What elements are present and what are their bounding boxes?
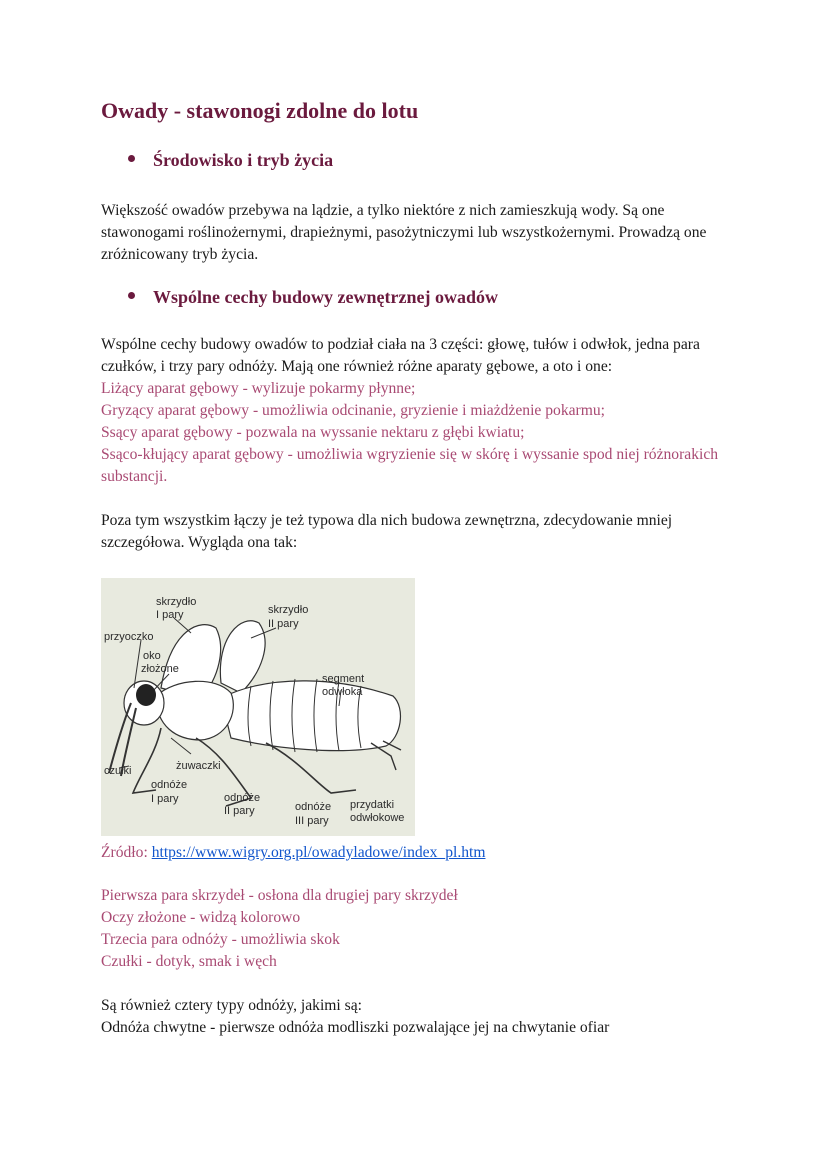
section-heading-environment xyxy=(101,150,333,171)
mouthpart-item: Liżący aparat gębowy - wylizuje pokarmy płynne; xyxy=(101,380,416,397)
label-leg3-a: odnóże xyxy=(295,801,332,813)
compound-eye xyxy=(136,684,156,706)
mouthpart-item: Ssąco-kłujący aparat gębowy - umożliwia wgryzienie się w skórę i wyssanie spod niej różnorakich substancji. xyxy=(101,446,719,485)
label-wing2-a: skrzydło xyxy=(268,604,309,616)
label-mandibles: żuwaczki xyxy=(176,760,221,772)
label-antennae: czułki xyxy=(104,765,132,777)
source-line xyxy=(101,842,741,864)
page-title: Owady - stawonogi zdolne do lotu xyxy=(101,98,419,123)
paragraph-text: Wspólne cechy budowy owadów to podział ciała na 3 części: głowę, tułów i odwłok, jedna para czułków, i trzy pary odnóży. Mają one również różne aparaty gębowe, a oto i one: xyxy=(101,336,700,375)
label-segment-a: segment xyxy=(322,673,365,685)
label-wing2-b: II pary xyxy=(268,618,299,630)
source-link[interactable]: https://www.wigry.org.pl/owadyladowe/index_pl.htm xyxy=(151,844,486,861)
appearance-paragraph xyxy=(101,510,741,554)
thorax xyxy=(156,681,233,740)
feature-item: Pierwsza para skrzydeł - osłona dla drugiej pary skrzydeł xyxy=(101,887,458,904)
section-heading-text: Środowisko i tryb życia xyxy=(153,150,334,170)
legs-item: Odnóża chwytne - pierwsze odnóża modliszki pozwalające jej na chwytanie ofiar xyxy=(101,1019,610,1036)
label-eye-b: złożone xyxy=(141,663,179,675)
section-heading-structure xyxy=(101,287,498,308)
bullet-icon xyxy=(128,292,135,299)
feature-item: Oczy złożone - widzą kolorowo xyxy=(101,909,301,926)
insect-diagram xyxy=(101,578,415,836)
paragraph-text: Większość owadów przebywa na lądzie, a tylko niektóre z nich zamieszkują wody. Są one stawonogami roślinożernymi, drapieżnymi, pasożytniczymi lub wszystkożernymi. Prowadzą one zróżnicowany tryb życia. xyxy=(101,202,707,263)
features-list xyxy=(101,885,741,973)
label-leg1-b: I pary xyxy=(151,793,179,805)
feature-item: Trzecia para odnóży - umożliwia skok xyxy=(101,931,340,948)
bullet-icon xyxy=(128,155,135,162)
label-leg3-b: III pary xyxy=(295,815,329,827)
label-leg2-a: odnóże xyxy=(224,792,261,804)
label-wing1-a: skrzydło xyxy=(156,596,197,608)
label-segment-b: odwłoka xyxy=(322,686,363,698)
wing-second-pair xyxy=(220,621,265,693)
label-wing1-b: I pary xyxy=(156,609,184,621)
label-appendages-a: przydatki xyxy=(350,799,395,811)
legs-intro: Są również cztery typy odnóży, jakimi są: xyxy=(101,997,362,1014)
label-leg2-b: II pary xyxy=(224,805,255,817)
paragraph-text: Poza tym wszystkim łączy je też typowa dla nich budowa zewnętrzna, zdecydowanie mniej szczegółowa. Wygląda ona tak: xyxy=(101,512,673,551)
environment-paragraph xyxy=(101,200,741,266)
source-label: Źródło: xyxy=(101,844,148,861)
insect-illustration xyxy=(101,578,415,836)
label-leg1-a: odnóże xyxy=(151,779,188,791)
structure-paragraph xyxy=(101,334,741,488)
legs-paragraph xyxy=(101,995,741,1039)
feature-item: Czułki - dotyk, smak i węch xyxy=(101,953,277,970)
mouthpart-item: Ssący aparat gębowy - pozwala na wyssanie nektaru z głębi kwiatu; xyxy=(101,424,525,441)
label-eye-a: oko xyxy=(143,650,161,662)
mouthpart-item: Gryzący aparat gębowy - umożliwia odcinanie, gryzienie i miażdżenie pokarmu; xyxy=(101,402,605,419)
section-heading-text: Wspólne cechy budowy zewnętrznej owadów xyxy=(153,287,498,307)
label-appendages-b: odwłokowe xyxy=(350,812,405,824)
label-ocellus: przyoczko xyxy=(104,631,154,643)
